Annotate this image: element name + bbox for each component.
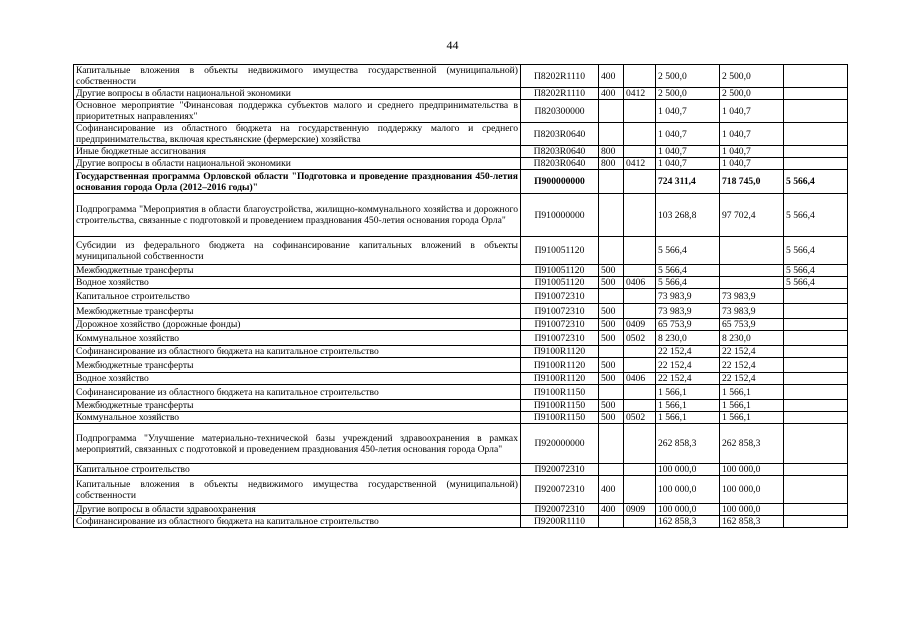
- row-total-cell: 724 311,4: [656, 170, 720, 194]
- row-section-cell: 0409: [624, 319, 656, 331]
- row-regional-cell: 22 152,4: [720, 358, 784, 373]
- row-code-cell: П9100R1150: [521, 385, 599, 400]
- row-expense-type-cell: 500: [599, 373, 624, 385]
- row-federal-cell: 5 566,4: [784, 170, 848, 194]
- row-name-cell: Водное хозяйство: [74, 373, 521, 385]
- row-section-cell: 0406: [624, 373, 656, 385]
- row-federal-cell: [784, 412, 848, 424]
- row-section-cell: [624, 265, 656, 277]
- row-name-cell: Подпрограмма "Улучшение материально-технической базы учреждений здравоохранения в рамках мероприятий, связанных с подготовкой и проведением празднования 450-летия основания города Орла": [74, 424, 521, 464]
- row-code-cell: П910072310: [521, 319, 599, 331]
- row-total-cell: 5 566,4: [656, 277, 720, 289]
- row-section-cell: 0909: [624, 504, 656, 516]
- row-expense-type-cell: 400: [599, 476, 624, 504]
- row-regional-cell: 73 983,9: [720, 289, 784, 304]
- row-total-cell: 1 566,1: [656, 400, 720, 412]
- row-section-cell: [624, 476, 656, 504]
- row-name-cell: Другие вопросы в области здравоохранения: [74, 504, 521, 516]
- row-regional-cell: [720, 265, 784, 277]
- row-regional-cell: 22 152,4: [720, 373, 784, 385]
- row-section-cell: 0412: [624, 158, 656, 170]
- row-name-cell: Межбюджетные трансферты: [74, 400, 521, 412]
- row-section-cell: [624, 289, 656, 304]
- row-total-cell: 100 000,0: [656, 464, 720, 476]
- row-total-cell: 65 753,9: [656, 319, 720, 331]
- row-code-cell: П920072310: [521, 464, 599, 476]
- row-expense-type-cell: 800: [599, 146, 624, 158]
- row-code-cell: П8203R0640: [521, 146, 599, 158]
- row-expense-type-cell: 400: [599, 504, 624, 516]
- row-total-cell: 1 040,7: [656, 146, 720, 158]
- row-regional-cell: 100 000,0: [720, 476, 784, 504]
- row-name-cell: Государственная программа Орловской области "Подготовка и проведение празднования 450-летия основания города Орла (2012–2016 годы)": [74, 170, 521, 194]
- table-row: [74, 265, 848, 277]
- row-expense-type-cell: [599, 194, 624, 237]
- row-name-cell: Субсидии из федерального бюджета на софинансирование капитальных вложений в объекты муниципальной собственности: [74, 237, 521, 265]
- row-section-cell: [624, 123, 656, 146]
- row-expense-type-cell: [599, 424, 624, 464]
- table-row: [74, 277, 848, 289]
- row-federal-cell: [784, 424, 848, 464]
- row-regional-cell: 2 500,0: [720, 88, 784, 100]
- table-row: [74, 516, 848, 528]
- row-regional-cell: 1 040,7: [720, 100, 784, 123]
- row-section-cell: [624, 170, 656, 194]
- row-regional-cell: [720, 277, 784, 289]
- row-code-cell: П8203R0640: [521, 158, 599, 170]
- row-total-cell: 1 040,7: [656, 123, 720, 146]
- row-code-cell: П920072310: [521, 476, 599, 504]
- row-section-cell: 0502: [624, 331, 656, 346]
- table-row: [74, 146, 848, 158]
- table-row: [74, 373, 848, 385]
- row-regional-cell: 100 000,0: [720, 504, 784, 516]
- row-federal-cell: 5 566,4: [784, 194, 848, 237]
- row-federal-cell: [784, 331, 848, 346]
- table-row: [74, 88, 848, 100]
- page-number: 44: [446, 38, 459, 52]
- row-code-cell: П910051120: [521, 237, 599, 265]
- row-code-cell: П9100R1150: [521, 412, 599, 424]
- row-section-cell: 0502: [624, 412, 656, 424]
- row-federal-cell: [784, 146, 848, 158]
- row-expense-type-cell: [599, 346, 624, 358]
- table-row: [74, 123, 848, 146]
- row-regional-cell: 262 858,3: [720, 424, 784, 464]
- row-section-cell: 0406: [624, 277, 656, 289]
- row-name-cell: Капитальные вложения в объекты недвижимого имущества государственной (муниципальной) собственности: [74, 65, 521, 88]
- table-row: [74, 412, 848, 424]
- row-total-cell: 1 040,7: [656, 100, 720, 123]
- row-total-cell: 22 152,4: [656, 358, 720, 373]
- row-name-cell: Дорожное хозяйство (дорожные фонды): [74, 319, 521, 331]
- row-federal-cell: [784, 358, 848, 373]
- table-row: [74, 346, 848, 358]
- row-code-cell: П920000000: [521, 424, 599, 464]
- row-code-cell: П8202R1110: [521, 88, 599, 100]
- row-federal-cell: [784, 304, 848, 319]
- row-expense-type-cell: 500: [599, 265, 624, 277]
- table-row: [74, 400, 848, 412]
- row-federal-cell: [784, 319, 848, 331]
- row-total-cell: 1 566,1: [656, 412, 720, 424]
- row-regional-cell: 162 858,3: [720, 516, 784, 528]
- row-code-cell: П910000000: [521, 194, 599, 237]
- row-name-cell: Капитальное строительство: [74, 464, 521, 476]
- table-row: [74, 424, 848, 464]
- row-section-cell: [624, 424, 656, 464]
- row-total-cell: 100 000,0: [656, 504, 720, 516]
- row-federal-cell: [784, 123, 848, 146]
- row-name-cell: Межбюджетные трансферты: [74, 358, 521, 373]
- row-expense-type-cell: [599, 289, 624, 304]
- row-federal-cell: [784, 158, 848, 170]
- row-name-cell: Межбюджетные трансферты: [74, 304, 521, 319]
- row-expense-type-cell: 500: [599, 319, 624, 331]
- row-regional-cell: 718 745,0: [720, 170, 784, 194]
- budget-table-body: [74, 65, 848, 528]
- row-section-cell: [624, 464, 656, 476]
- row-name-cell: Капитальные вложения в объекты недвижимого имущества государственной (муниципальной) собственности: [74, 476, 521, 504]
- row-code-cell: П9100R1120: [521, 346, 599, 358]
- row-code-cell: П920072310: [521, 504, 599, 516]
- table-row: [74, 158, 848, 170]
- row-expense-type-cell: 500: [599, 400, 624, 412]
- table-row: [74, 358, 848, 373]
- row-total-cell: 262 858,3: [656, 424, 720, 464]
- row-expense-type-cell: [599, 237, 624, 265]
- row-expense-type-cell: [599, 100, 624, 123]
- row-total-cell: 5 566,4: [656, 265, 720, 277]
- row-federal-cell: [784, 400, 848, 412]
- row-section-cell: [624, 65, 656, 88]
- row-expense-type-cell: 500: [599, 304, 624, 319]
- row-expense-type-cell: 500: [599, 412, 624, 424]
- row-section-cell: [624, 358, 656, 373]
- row-name-cell: Другие вопросы в области национальной экономики: [74, 88, 521, 100]
- row-code-cell: П910051120: [521, 265, 599, 277]
- row-expense-type-cell: 500: [599, 331, 624, 346]
- row-name-cell: Иные бюджетные ассигнования: [74, 146, 521, 158]
- row-regional-cell: 2 500,0: [720, 65, 784, 88]
- row-code-cell: П910072310: [521, 289, 599, 304]
- row-total-cell: 8 230,0: [656, 331, 720, 346]
- row-federal-cell: [784, 464, 848, 476]
- table-row: [74, 464, 848, 476]
- row-regional-cell: 1 040,7: [720, 146, 784, 158]
- row-name-cell: Межбюджетные трансферты: [74, 265, 521, 277]
- row-section-cell: [624, 100, 656, 123]
- row-expense-type-cell: [599, 385, 624, 400]
- row-code-cell: П9100R1150: [521, 400, 599, 412]
- row-federal-cell: [784, 516, 848, 528]
- row-name-cell: Водное хозяйство: [74, 277, 521, 289]
- row-section-cell: [624, 146, 656, 158]
- budget-table: [73, 64, 848, 528]
- row-code-cell: П910051120: [521, 277, 599, 289]
- row-regional-cell: 97 702,4: [720, 194, 784, 237]
- table-row: [74, 194, 848, 237]
- row-regional-cell: 1 040,7: [720, 123, 784, 146]
- table-row: [74, 385, 848, 400]
- row-code-cell: П9100R1120: [521, 358, 599, 373]
- row-name-cell: Капитальное строительство: [74, 289, 521, 304]
- row-section-cell: [624, 385, 656, 400]
- row-expense-type-cell: 400: [599, 65, 624, 88]
- row-regional-cell: 100 000,0: [720, 464, 784, 476]
- row-federal-cell: [784, 504, 848, 516]
- row-section-cell: [624, 346, 656, 358]
- row-code-cell: П910072310: [521, 331, 599, 346]
- row-federal-cell: 5 566,4: [784, 237, 848, 265]
- row-total-cell: 73 983,9: [656, 289, 720, 304]
- table-row: [74, 304, 848, 319]
- row-regional-cell: 73 983,9: [720, 304, 784, 319]
- row-name-cell: Основное мероприятие "Финансовая поддержка субъектов малого и среднего предпринимательства в приоритетных направлениях": [74, 100, 521, 123]
- row-section-cell: 0412: [624, 88, 656, 100]
- row-code-cell: П8202R1110: [521, 65, 599, 88]
- row-federal-cell: [784, 373, 848, 385]
- row-regional-cell: 65 753,9: [720, 319, 784, 331]
- row-regional-cell: 1 566,1: [720, 412, 784, 424]
- row-code-cell: П9200R1110: [521, 516, 599, 528]
- table-row: [74, 237, 848, 265]
- row-regional-cell: [720, 237, 784, 265]
- table-row: [74, 289, 848, 304]
- row-section-cell: [624, 194, 656, 237]
- row-section-cell: [624, 400, 656, 412]
- row-federal-cell: [784, 289, 848, 304]
- row-total-cell: 73 983,9: [656, 304, 720, 319]
- row-total-cell: 2 500,0: [656, 65, 720, 88]
- row-expense-type-cell: [599, 170, 624, 194]
- row-federal-cell: [784, 65, 848, 88]
- table-row: [74, 504, 848, 516]
- row-regional-cell: 1 040,7: [720, 158, 784, 170]
- row-federal-cell: [784, 385, 848, 400]
- row-total-cell: 22 152,4: [656, 346, 720, 358]
- row-regional-cell: 22 152,4: [720, 346, 784, 358]
- row-name-cell: Другие вопросы в области национальной экономики: [74, 158, 521, 170]
- row-federal-cell: [784, 100, 848, 123]
- row-expense-type-cell: 500: [599, 358, 624, 373]
- row-total-cell: 5 566,4: [656, 237, 720, 265]
- table-row: [74, 170, 848, 194]
- row-total-cell: 2 500,0: [656, 88, 720, 100]
- row-name-cell: Подпрограмма "Мероприятия в области благоустройства, жилищно-коммунального хозяйства и дорожного строительства, связанные с подготовкой и проведением празднования 450-летия основания города Орла": [74, 194, 521, 237]
- row-name-cell: Софинансирование из областного бюджета на капитальное строительство: [74, 346, 521, 358]
- row-total-cell: 1 040,7: [656, 158, 720, 170]
- table-row: [74, 65, 848, 88]
- row-federal-cell: [784, 88, 848, 100]
- row-federal-cell: [784, 346, 848, 358]
- row-regional-cell: 1 566,1: [720, 385, 784, 400]
- row-expense-type-cell: [599, 464, 624, 476]
- row-section-cell: [624, 237, 656, 265]
- row-code-cell: П8203R0640: [521, 123, 599, 146]
- row-federal-cell: [784, 476, 848, 504]
- row-code-cell: П820300000: [521, 100, 599, 123]
- row-code-cell: П910072310: [521, 304, 599, 319]
- table-row: [74, 476, 848, 504]
- table-row: [74, 319, 848, 331]
- table-row: [74, 100, 848, 123]
- table-row: [74, 331, 848, 346]
- row-section-cell: [624, 304, 656, 319]
- row-total-cell: 100 000,0: [656, 476, 720, 504]
- row-expense-type-cell: 500: [599, 277, 624, 289]
- row-total-cell: 1 566,1: [656, 385, 720, 400]
- row-regional-cell: 8 230,0: [720, 331, 784, 346]
- row-federal-cell: 5 566,4: [784, 277, 848, 289]
- row-name-cell: Софинансирование из областного бюджета на капитальное строительство: [74, 516, 521, 528]
- row-federal-cell: 5 566,4: [784, 265, 848, 277]
- row-name-cell: Софинансирование из областного бюджета на капитальное строительство: [74, 385, 521, 400]
- row-expense-type-cell: [599, 123, 624, 146]
- row-name-cell: Софинансирование из областного бюджета на государственную поддержку малого и среднего предпринимательства, включая крестьянские (фермерские) хозяйства: [74, 123, 521, 146]
- row-code-cell: П9100R1120: [521, 373, 599, 385]
- row-section-cell: [624, 516, 656, 528]
- row-name-cell: Коммунальное хозяйство: [74, 412, 521, 424]
- row-total-cell: 162 858,3: [656, 516, 720, 528]
- row-regional-cell: 1 566,1: [720, 400, 784, 412]
- row-expense-type-cell: 400: [599, 88, 624, 100]
- row-code-cell: П900000000: [521, 170, 599, 194]
- row-name-cell: Коммунальное хозяйство: [74, 331, 521, 346]
- row-total-cell: 22 152,4: [656, 373, 720, 385]
- row-expense-type-cell: [599, 516, 624, 528]
- row-expense-type-cell: 800: [599, 158, 624, 170]
- row-total-cell: 103 268,8: [656, 194, 720, 237]
